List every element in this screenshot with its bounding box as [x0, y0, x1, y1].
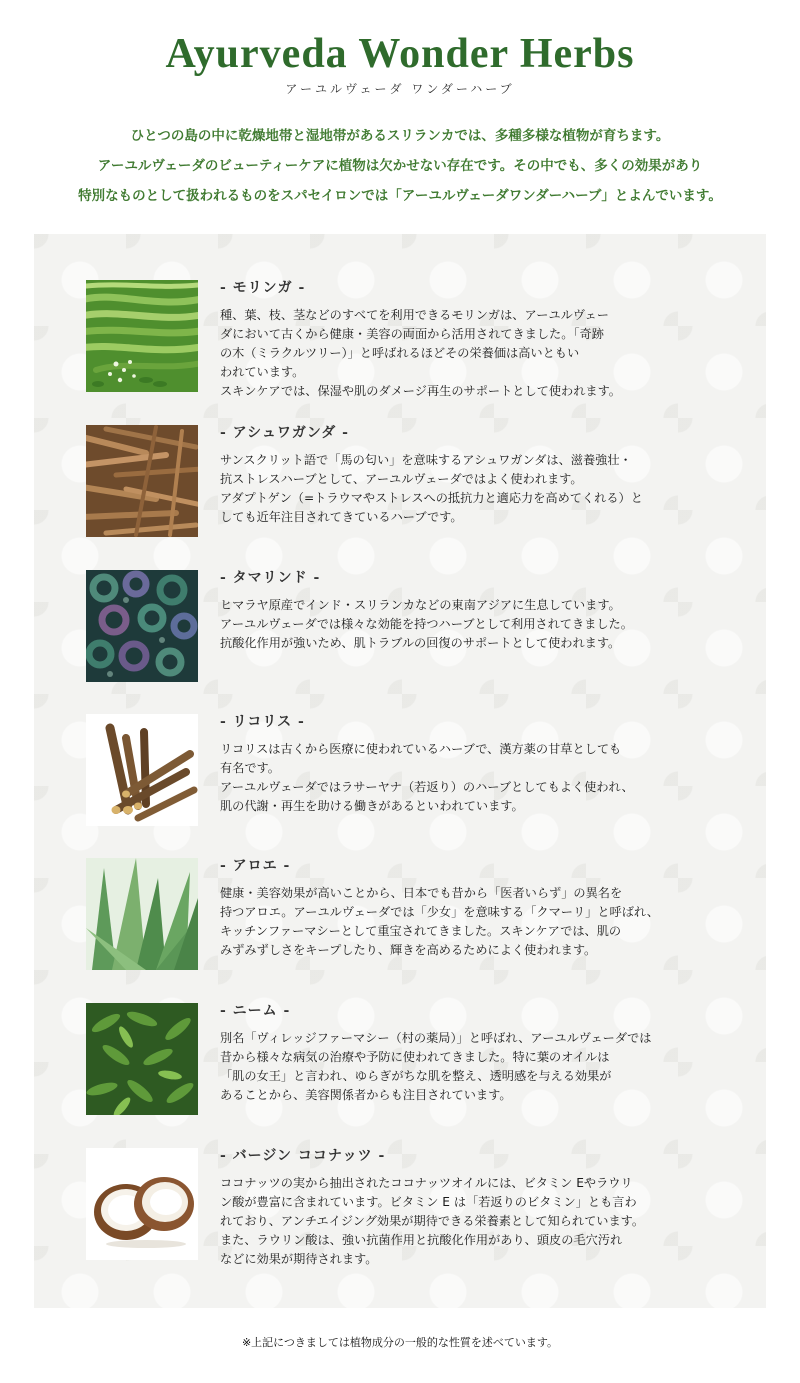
herb-panel [34, 234, 766, 1308]
herb-item-coconut [86, 1148, 726, 1266]
intro-line: アーユルヴェーダのビューティーケアに植物は欠かせない存在です。その中でも、多くの効果があり [97, 158, 703, 174]
licorice-icon [86, 714, 198, 826]
description-line: しても近年注目されてきているハーブです。 [220, 510, 463, 524]
page-header [0, 0, 800, 211]
description-line: 「肌の女王」と言われ、ゆらぎがちな肌を整え、透明感を与える効果が [220, 1069, 612, 1083]
tamarind-icon [86, 570, 198, 682]
herb-name: - ニーム - [220, 1003, 291, 1019]
description-line: の木（ミラクルツリー）」と呼ばれるほどその栄養価は高いともい [220, 346, 580, 360]
description-line: アーユルヴェーダではラサーヤナ（若返り）のハーブとしてもよく使われ、 [220, 780, 634, 794]
description-line: れており、アンチエイジング効果が期待できる栄養素として知られています。 [220, 1214, 645, 1228]
description-line: などに効果が期待されます。 [220, 1252, 378, 1266]
description-line: ダにおいて古くから健康・美容の両面から活用されてきました。「奇跡 [220, 327, 604, 341]
description-line: 肌の代謝・再生を助ける働きがあるといわれています。 [220, 799, 524, 813]
description-line: 別名「ヴィレッジファーマシー（村の薬局）」と呼ばれ、アーユルヴェーダでは [220, 1031, 652, 1045]
herb-text [220, 567, 704, 653]
herb-text [220, 711, 704, 816]
herb-text [220, 855, 704, 960]
herb-text [220, 277, 704, 401]
herb-text [220, 1145, 704, 1269]
description-line: アーユルヴェーダでは様々な効能を持つハーブとして利用されてきました。 [220, 617, 633, 631]
herb-item-neem [86, 1003, 726, 1115]
intro-line: 特別なものとして扱われるものをスパセイロンでは「アーユルヴェーダワンダーハーブ」とよんでいます。 [78, 188, 722, 204]
herb-description [220, 1029, 704, 1105]
herb-item-ashwagandha [86, 425, 726, 537]
aloe-icon [86, 858, 198, 970]
herb-description [220, 884, 704, 960]
herb-description [220, 1174, 704, 1269]
herb-name: - バージン ココナッツ - [220, 1148, 386, 1164]
description-line: 昔から様々な病気の治療や予防に使われてきました。特に葉のオイルは [220, 1050, 610, 1064]
herb-item-tamarind [86, 570, 726, 682]
herb-name: - モリンガ - [220, 280, 306, 296]
page-title: Ayurveda Wonder Herbs [165, 31, 635, 77]
description-line: サンスクリット語で「馬の匂い」を意味するアシュワガンダは、滋養強壮・ [220, 453, 632, 467]
description-line: あることから、美容関係者からも注目されています。 [220, 1088, 512, 1102]
description-line: 健康・美容効果が高いことから、日本でも昔から「医者いらず」の異名を [220, 886, 623, 900]
herb-item-aloe [86, 858, 726, 970]
herb-description [220, 451, 704, 527]
description-line: アダプトゲン（=トラウマやストレスへの抵抗力と適応力を高めてくれる）と [220, 491, 643, 505]
herb-item-licorice [86, 714, 726, 826]
herb-text [220, 422, 704, 527]
herb-description [220, 306, 704, 401]
intro-line: ひとつの島の中に乾燥地帯と湿地帯があるスリランカでは、多種多様な植物が育ちます。 [130, 128, 670, 144]
description-line: スキンケアでは、保湿や肌のダメージ再生のサポートとして使われます。 [220, 384, 621, 398]
description-line: リコリスは古くから医療に使われているハーブで、漢方薬の甘草としても [220, 742, 622, 756]
moringa-icon [86, 280, 198, 392]
description-line: 種、葉、枝、茎などのすべてを利用できるモリンガは、アーユルヴェー [220, 308, 609, 322]
herb-name: - アシュワガンダ - [220, 425, 349, 441]
description-line: ン酸が豊富に含まれています。ビタミン E は「若返りのビタミン」とも言わ [220, 1195, 637, 1209]
description-line: われています。 [220, 365, 305, 379]
intro-text [0, 121, 800, 211]
ashwagandha-icon [86, 425, 198, 537]
herb-name: - リコリス - [220, 714, 305, 730]
page-subtitle: アーユルヴェーダ ワンダーハーブ [285, 82, 515, 96]
description-line: 抗ストレスハーブとして、アーユルヴェーダではよく使われます。 [220, 472, 583, 486]
herb-name: - アロエ - [220, 858, 291, 874]
herb-item-moringa [86, 280, 726, 398]
neem-icon [86, 1003, 198, 1115]
description-line: ヒマラヤ原産でインド・スリランカなどの東南アジアに生息しています。 [220, 598, 621, 612]
description-line: 有名です。 [220, 761, 280, 775]
herb-name: - タマリンド - [220, 570, 321, 586]
herb-description [220, 596, 704, 653]
description-line: ココナッツの実から抽出されたココナッツオイルには、ビタミン Eやラウリ [220, 1176, 633, 1190]
description-line: キッチンファーマシーとして重宝されてきました。スキンケアでは、肌の [220, 924, 622, 938]
description-line: 持つアロエ。アーユルヴェーダでは「少女」を意味する「クマーリ」と呼ばれ、 [220, 905, 659, 919]
footnote: ※上記につきましては植物成分の一般的な性質を述べています。 [241, 1336, 559, 1349]
description-line: 抗酸化作用が強いため、肌トラブルの回復のサポートとして使われます。 [220, 636, 621, 650]
description-line: みずみずしさをキープしたり、輝きを高めるためによく使われます。 [220, 943, 597, 957]
herb-description [220, 740, 704, 816]
coconut-icon [86, 1148, 198, 1260]
herb-text [220, 1000, 704, 1105]
description-line: また、ラウリン酸は、強い抗菌作用と抗酸化作用があり、頭皮の毛穴汚れ [220, 1233, 623, 1247]
